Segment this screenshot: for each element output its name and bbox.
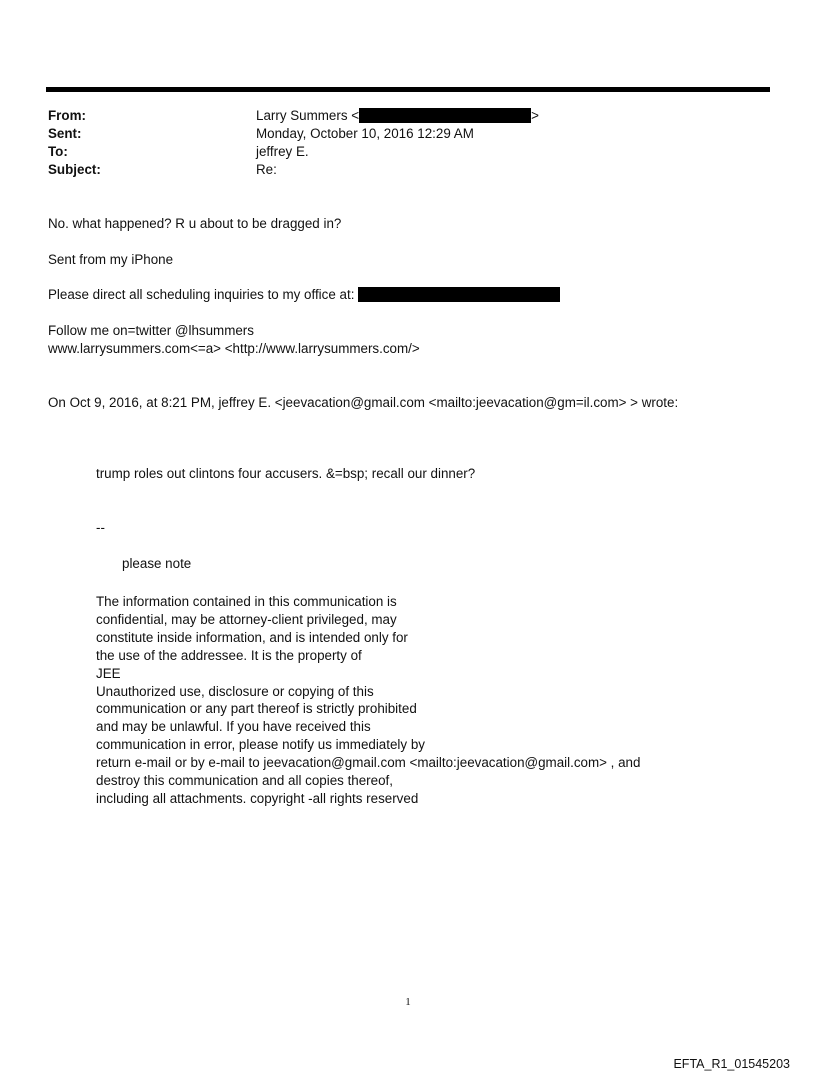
header-rule xyxy=(46,87,770,92)
website-text: www.larrysummers.com<=a> <http://www.larrysummers.com/> xyxy=(48,341,420,356)
redaction-box xyxy=(358,287,560,302)
disclaimer-line: return e-mail or by e-mail to jeevacation@gmail.com <mailto:jeevacation@gmail.com> , and xyxy=(96,755,641,771)
disclaimer-line: JEE xyxy=(96,665,121,681)
attribution-line: On Oct 9, 2016, at 8:21 PM, jeffrey E. <jeevacation@gmail.com <mailto:jeevacation@gm=il.com> > wrote: xyxy=(48,395,679,410)
disclaimer-line: Unauthorized use, disclosure or copying of this xyxy=(96,683,374,699)
disclaimer-line: confidential, may be attorney-client privileged, may xyxy=(96,611,397,627)
please-note: please note xyxy=(122,556,192,571)
from-label: From: xyxy=(48,108,86,123)
quoted-message: trump roles out clintons four accusers. &=bsp; recall our dinner? xyxy=(96,466,476,481)
disclaimer-line: communication or any part thereof is strictly prohibited xyxy=(96,701,417,717)
redaction-box xyxy=(359,108,531,123)
page-number: 1 xyxy=(405,996,411,1008)
reply-text: No. what happened? R u about to be dragged in? xyxy=(48,216,342,231)
disclaimer-line: the use of the addressee. It is the property of xyxy=(96,647,362,663)
disclaimer-line: and may be unlawful. If you have received this xyxy=(96,719,371,735)
disclaimer-line: including all attachments. copyright -all rights reserved xyxy=(96,790,419,806)
disclaimer-block xyxy=(96,593,640,808)
sent-value: Monday, October 10, 2016 12:29 AM xyxy=(256,126,474,141)
scheduling-text: Please direct all scheduling inquiries to my office at: xyxy=(48,287,355,302)
sent-label: Sent: xyxy=(48,126,82,141)
disclaimer-line: destroy this communication and all copies thereof, xyxy=(96,773,393,789)
to-value: jeffrey E. xyxy=(256,144,309,159)
quoted-separator: -- xyxy=(96,520,105,535)
signature-text: Sent from my iPhone xyxy=(48,252,174,267)
from-name: Larry Summers < xyxy=(256,108,360,123)
to-label: To: xyxy=(48,144,68,159)
subject-value: Re: xyxy=(256,162,277,177)
subject-label: Subject: xyxy=(48,162,101,177)
disclaimer-line: communication in error, please notify us immediately by xyxy=(96,737,425,753)
disclaimer-line: The information contained in this communication is xyxy=(96,594,397,609)
twitter-text: Follow me on=twitter @lhsummers xyxy=(48,323,254,338)
from-value xyxy=(256,108,539,123)
scheduling-line xyxy=(48,287,560,302)
disclaimer-line: constitute inside information, and is intended only for xyxy=(96,629,408,645)
bates-number: EFTA_R1_01545203 xyxy=(673,1057,790,1071)
from-close: > xyxy=(531,108,539,123)
